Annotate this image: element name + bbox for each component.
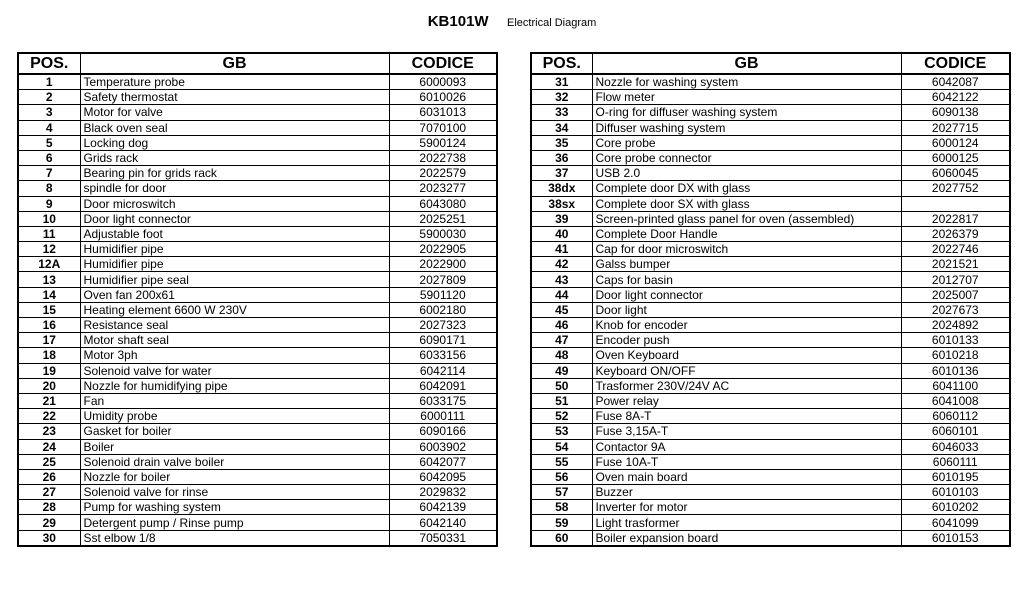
table-row <box>18 226 497 241</box>
table-row <box>531 318 1010 333</box>
code-cell: 2022738 <box>389 150 497 165</box>
description-cell: Flow meter <box>592 90 901 105</box>
table-row <box>18 348 497 363</box>
description-cell: Gasket for boiler <box>80 424 389 439</box>
code-cell: 6042140 <box>389 515 497 530</box>
table-row <box>18 302 497 317</box>
description-cell: Motor shaft seal <box>80 333 389 348</box>
table-row <box>531 333 1010 348</box>
code-cell: 6042095 <box>389 469 497 484</box>
pos-cell: 37 <box>531 166 592 181</box>
pos-cell: 35 <box>531 135 592 150</box>
description-cell: Caps for basin <box>592 272 901 287</box>
table-row <box>18 393 497 408</box>
table-row <box>18 257 497 272</box>
column-header-pos: POS. <box>18 53 80 74</box>
pos-cell: 44 <box>531 287 592 302</box>
description-cell: Inverter for motor <box>592 500 901 515</box>
pos-cell: 2 <box>18 90 80 105</box>
table-row <box>531 272 1010 287</box>
code-cell: 6090166 <box>389 424 497 439</box>
description-cell: USB 2.0 <box>592 166 901 181</box>
table-row <box>531 287 1010 302</box>
description-cell: Grids rack <box>80 150 389 165</box>
description-cell: Screen-printed glass panel for oven (assembled) <box>592 211 901 226</box>
pos-cell: 14 <box>18 287 80 302</box>
table-row <box>18 120 497 135</box>
code-cell: 6041099 <box>901 515 1010 530</box>
table-row <box>531 424 1010 439</box>
description-cell: Fuse 3,15A-T <box>592 424 901 439</box>
table-row <box>18 196 497 211</box>
pos-cell: 53 <box>531 424 592 439</box>
table-row <box>18 90 497 105</box>
column-header-gb: GB <box>80 53 389 74</box>
pos-cell: 42 <box>531 257 592 272</box>
table-row <box>18 363 497 378</box>
table-row <box>531 257 1010 272</box>
table-body-left <box>18 74 497 546</box>
code-cell: 6010136 <box>901 363 1010 378</box>
table-row <box>531 166 1010 181</box>
code-cell: 6043080 <box>389 196 497 211</box>
code-cell: 6010026 <box>389 90 497 105</box>
description-cell: Knob for encoder <box>592 318 901 333</box>
pos-cell: 28 <box>18 500 80 515</box>
pos-cell: 54 <box>531 439 592 454</box>
code-cell: 2022817 <box>901 211 1010 226</box>
code-cell: 6042091 <box>389 378 497 393</box>
code-cell: 6042114 <box>389 363 497 378</box>
description-cell: Safety thermostat <box>80 90 389 105</box>
code-cell: 5900030 <box>389 226 497 241</box>
pos-cell: 32 <box>531 90 592 105</box>
code-cell: 6041100 <box>901 378 1010 393</box>
pos-cell: 40 <box>531 226 592 241</box>
code-cell: 2027809 <box>389 272 497 287</box>
model-title: KB101W <box>427 13 489 30</box>
table-row <box>531 196 1010 211</box>
code-cell: 2022900 <box>389 257 497 272</box>
code-cell: 6060045 <box>901 166 1010 181</box>
pos-cell: 46 <box>531 318 592 333</box>
description-cell: Light trasformer <box>592 515 901 530</box>
description-cell: Motor 3ph <box>80 348 389 363</box>
pos-cell: 13 <box>18 272 80 287</box>
pos-cell: 57 <box>531 485 592 500</box>
code-cell: 2022579 <box>389 166 497 181</box>
table-row <box>18 439 497 454</box>
pos-cell: 26 <box>18 469 80 484</box>
pos-cell: 31 <box>531 74 592 90</box>
description-cell: Bearing pin for grids rack <box>80 166 389 181</box>
code-cell: 6090171 <box>389 333 497 348</box>
description-cell: Solenoid valve for water <box>80 363 389 378</box>
pos-cell: 36 <box>531 150 592 165</box>
pos-cell: 7 <box>18 166 80 181</box>
code-cell: 6002180 <box>389 302 497 317</box>
description-cell: Contactor 9A <box>592 439 901 454</box>
description-cell: Power relay <box>592 393 901 408</box>
table-row <box>531 302 1010 317</box>
table-row <box>531 378 1010 393</box>
table-row <box>531 393 1010 408</box>
code-cell: 6000124 <box>901 135 1010 150</box>
pos-cell: 24 <box>18 439 80 454</box>
pos-cell: 27 <box>18 485 80 500</box>
description-cell: Temperature probe <box>80 74 389 90</box>
description-cell: Door light connector <box>592 287 901 302</box>
pos-cell: 55 <box>531 454 592 469</box>
description-cell: Pump for washing system <box>80 500 389 515</box>
code-cell: 6000093 <box>389 74 497 90</box>
pos-cell: 50 <box>531 378 592 393</box>
description-cell: Umidity probe <box>80 409 389 424</box>
pos-cell: 15 <box>18 302 80 317</box>
code-cell: 6003902 <box>389 439 497 454</box>
pos-cell: 60 <box>531 530 592 546</box>
description-cell: Oven fan 200x61 <box>80 287 389 302</box>
table-row <box>18 333 497 348</box>
pos-cell: 16 <box>18 318 80 333</box>
description-cell: Humidifier pipe <box>80 257 389 272</box>
code-cell: 6000125 <box>901 150 1010 165</box>
table-row <box>18 500 497 515</box>
pos-cell: 1 <box>18 74 80 90</box>
description-cell: Oven Keyboard <box>592 348 901 363</box>
code-cell: 2022746 <box>901 242 1010 257</box>
table-row <box>18 469 497 484</box>
pos-cell: 29 <box>18 515 80 530</box>
description-cell: Humidifier pipe seal <box>80 272 389 287</box>
column-header-codice: CODICE <box>901 53 1010 74</box>
table-row <box>18 424 497 439</box>
code-cell: 6010103 <box>901 485 1010 500</box>
column-header-codice: CODICE <box>389 53 497 74</box>
table-body-right <box>531 74 1010 546</box>
table-row <box>18 485 497 500</box>
code-cell: 5900124 <box>389 135 497 150</box>
table-row <box>531 409 1010 424</box>
description-cell: Fuse 10A-T <box>592 454 901 469</box>
table-row <box>531 135 1010 150</box>
pos-cell: 23 <box>18 424 80 439</box>
description-cell: spindle for door <box>80 181 389 196</box>
description-cell: Buzzer <box>592 485 901 500</box>
code-cell: 2022905 <box>389 242 497 257</box>
table-row <box>18 530 497 546</box>
pos-cell: 19 <box>18 363 80 378</box>
pos-cell: 20 <box>18 378 80 393</box>
pos-cell: 4 <box>18 120 80 135</box>
pos-cell: 6 <box>18 150 80 165</box>
table-row <box>18 166 497 181</box>
pos-cell: 18 <box>18 348 80 363</box>
table-row <box>18 105 497 120</box>
description-cell: Core probe <box>592 135 901 150</box>
description-cell: Complete door DX with glass <box>592 181 901 196</box>
table-row <box>18 378 497 393</box>
description-cell: Encoder push <box>592 333 901 348</box>
code-cell: 2024892 <box>901 318 1010 333</box>
table-row <box>18 242 497 257</box>
table-row <box>18 181 497 196</box>
pos-cell: 25 <box>18 454 80 469</box>
pos-cell: 43 <box>531 272 592 287</box>
pos-cell: 12A <box>18 257 80 272</box>
description-cell: Sst elbow 1/8 <box>80 530 389 546</box>
description-cell: Adjustable foot <box>80 226 389 241</box>
table-row <box>18 272 497 287</box>
code-cell: 6060111 <box>901 454 1010 469</box>
description-cell: Solenoid drain valve boiler <box>80 454 389 469</box>
code-cell: 2027752 <box>901 181 1010 196</box>
table-row <box>531 74 1010 90</box>
table-header-row <box>18 53 497 74</box>
pos-cell: 30 <box>18 530 80 546</box>
pos-cell: 52 <box>531 409 592 424</box>
description-cell: Heating element 6600 W 230V <box>80 302 389 317</box>
code-cell: 2027715 <box>901 120 1010 135</box>
code-cell: 2025007 <box>901 287 1010 302</box>
pos-cell: 33 <box>531 105 592 120</box>
pos-cell: 51 <box>531 393 592 408</box>
code-cell: 5901120 <box>389 287 497 302</box>
pos-cell: 41 <box>531 242 592 257</box>
description-cell: Nozzle for boiler <box>80 469 389 484</box>
pos-cell: 59 <box>531 515 592 530</box>
description-cell: Black oven seal <box>80 120 389 135</box>
pos-cell: 3 <box>18 105 80 120</box>
code-cell <box>901 196 1010 211</box>
table-row <box>18 318 497 333</box>
column-header-gb: GB <box>592 53 901 74</box>
code-cell: 6042139 <box>389 500 497 515</box>
description-cell: Fan <box>80 393 389 408</box>
table-row <box>531 105 1010 120</box>
table-row <box>18 454 497 469</box>
table-row <box>18 409 497 424</box>
parts-table-left <box>17 52 498 547</box>
pos-cell: 48 <box>531 348 592 363</box>
pos-cell: 49 <box>531 363 592 378</box>
description-cell: Boiler <box>80 439 389 454</box>
table-row <box>18 287 497 302</box>
description-cell: Core probe connector <box>592 150 901 165</box>
description-cell: Motor for valve <box>80 105 389 120</box>
code-cell: 2029832 <box>389 485 497 500</box>
description-cell: Door light <box>592 302 901 317</box>
code-cell: 2027323 <box>389 318 497 333</box>
code-cell: 6060112 <box>901 409 1010 424</box>
table-row <box>18 211 497 226</box>
code-cell: 6033175 <box>389 393 497 408</box>
pos-cell: 58 <box>531 500 592 515</box>
description-cell: Nozzle for humidifying pipe <box>80 378 389 393</box>
description-cell: Door light connector <box>80 211 389 226</box>
pos-cell: 22 <box>18 409 80 424</box>
description-cell: Diffuser washing system <box>592 120 901 135</box>
code-cell: 6033156 <box>389 348 497 363</box>
table-row <box>531 515 1010 530</box>
document-subtitle: Electrical Diagram <box>507 17 597 29</box>
description-cell: Cap for door microswitch <box>592 242 901 257</box>
table-row <box>531 454 1010 469</box>
description-cell: Oven main board <box>592 469 901 484</box>
description-cell: Trasformer 230V/24V AC <box>592 378 901 393</box>
table-row <box>531 181 1010 196</box>
table-row <box>531 439 1010 454</box>
code-cell: 6031013 <box>389 105 497 120</box>
code-cell: 6000111 <box>389 409 497 424</box>
pos-cell: 38sx <box>531 196 592 211</box>
table-row <box>531 242 1010 257</box>
parts-table-right <box>530 52 1011 547</box>
description-cell: Solenoid valve for rinse <box>80 485 389 500</box>
table-row <box>531 150 1010 165</box>
pos-cell: 21 <box>18 393 80 408</box>
description-cell: Resistance seal <box>80 318 389 333</box>
description-cell: Detergent pump / Rinse pump <box>80 515 389 530</box>
description-cell: Nozzle for washing system <box>592 74 901 90</box>
code-cell: 2026379 <box>901 226 1010 241</box>
table-row <box>531 211 1010 226</box>
code-cell: 6010153 <box>901 530 1010 546</box>
description-cell: Humidifier pipe <box>80 242 389 257</box>
pos-cell: 38dx <box>531 181 592 196</box>
code-cell: 6042087 <box>901 74 1010 90</box>
code-cell: 2023277 <box>389 181 497 196</box>
pos-cell: 17 <box>18 333 80 348</box>
code-cell: 6010133 <box>901 333 1010 348</box>
table-row <box>18 150 497 165</box>
column-header-pos: POS. <box>531 53 592 74</box>
pos-cell: 11 <box>18 226 80 241</box>
code-cell: 2025251 <box>389 211 497 226</box>
table-row <box>531 530 1010 546</box>
description-cell: Galss bumper <box>592 257 901 272</box>
pos-cell: 47 <box>531 333 592 348</box>
pos-cell: 9 <box>18 196 80 211</box>
table-header-row <box>531 53 1010 74</box>
table-row <box>18 74 497 90</box>
code-cell: 7050331 <box>389 530 497 546</box>
pos-cell: 5 <box>18 135 80 150</box>
pos-cell: 56 <box>531 469 592 484</box>
code-cell: 6010195 <box>901 469 1010 484</box>
table-row <box>531 90 1010 105</box>
description-cell: Fuse 8A-T <box>592 409 901 424</box>
table-row <box>531 485 1010 500</box>
code-cell: 2012707 <box>901 272 1010 287</box>
description-cell: Complete door SX with glass <box>592 196 901 211</box>
code-cell: 2021521 <box>901 257 1010 272</box>
code-cell: 6010218 <box>901 348 1010 363</box>
table-row <box>531 469 1010 484</box>
code-cell: 6042077 <box>389 454 497 469</box>
code-cell: 6041008 <box>901 393 1010 408</box>
description-cell: Door microswitch <box>80 196 389 211</box>
pos-cell: 10 <box>18 211 80 226</box>
table-row <box>531 120 1010 135</box>
code-cell: 6046033 <box>901 439 1010 454</box>
code-cell: 6010202 <box>901 500 1010 515</box>
table-row <box>531 348 1010 363</box>
pos-cell: 39 <box>531 211 592 226</box>
code-cell: 2027673 <box>901 302 1010 317</box>
code-cell: 6090138 <box>901 105 1010 120</box>
table-row <box>531 363 1010 378</box>
pos-cell: 45 <box>531 302 592 317</box>
description-cell: Boiler expansion board <box>592 530 901 546</box>
pos-cell: 34 <box>531 120 592 135</box>
pos-cell: 8 <box>18 181 80 196</box>
table-row <box>18 515 497 530</box>
pos-cell: 12 <box>18 242 80 257</box>
table-row <box>18 135 497 150</box>
description-cell: Keyboard ON/OFF <box>592 363 901 378</box>
table-row <box>531 226 1010 241</box>
code-cell: 6042122 <box>901 90 1010 105</box>
code-cell: 6060101 <box>901 424 1010 439</box>
table-row <box>531 500 1010 515</box>
description-cell: Complete Door Handle <box>592 226 901 241</box>
document-header <box>0 13 1024 31</box>
description-cell: Locking dog <box>80 135 389 150</box>
code-cell: 7070100 <box>389 120 497 135</box>
description-cell: O-ring for diffuser washing system <box>592 105 901 120</box>
